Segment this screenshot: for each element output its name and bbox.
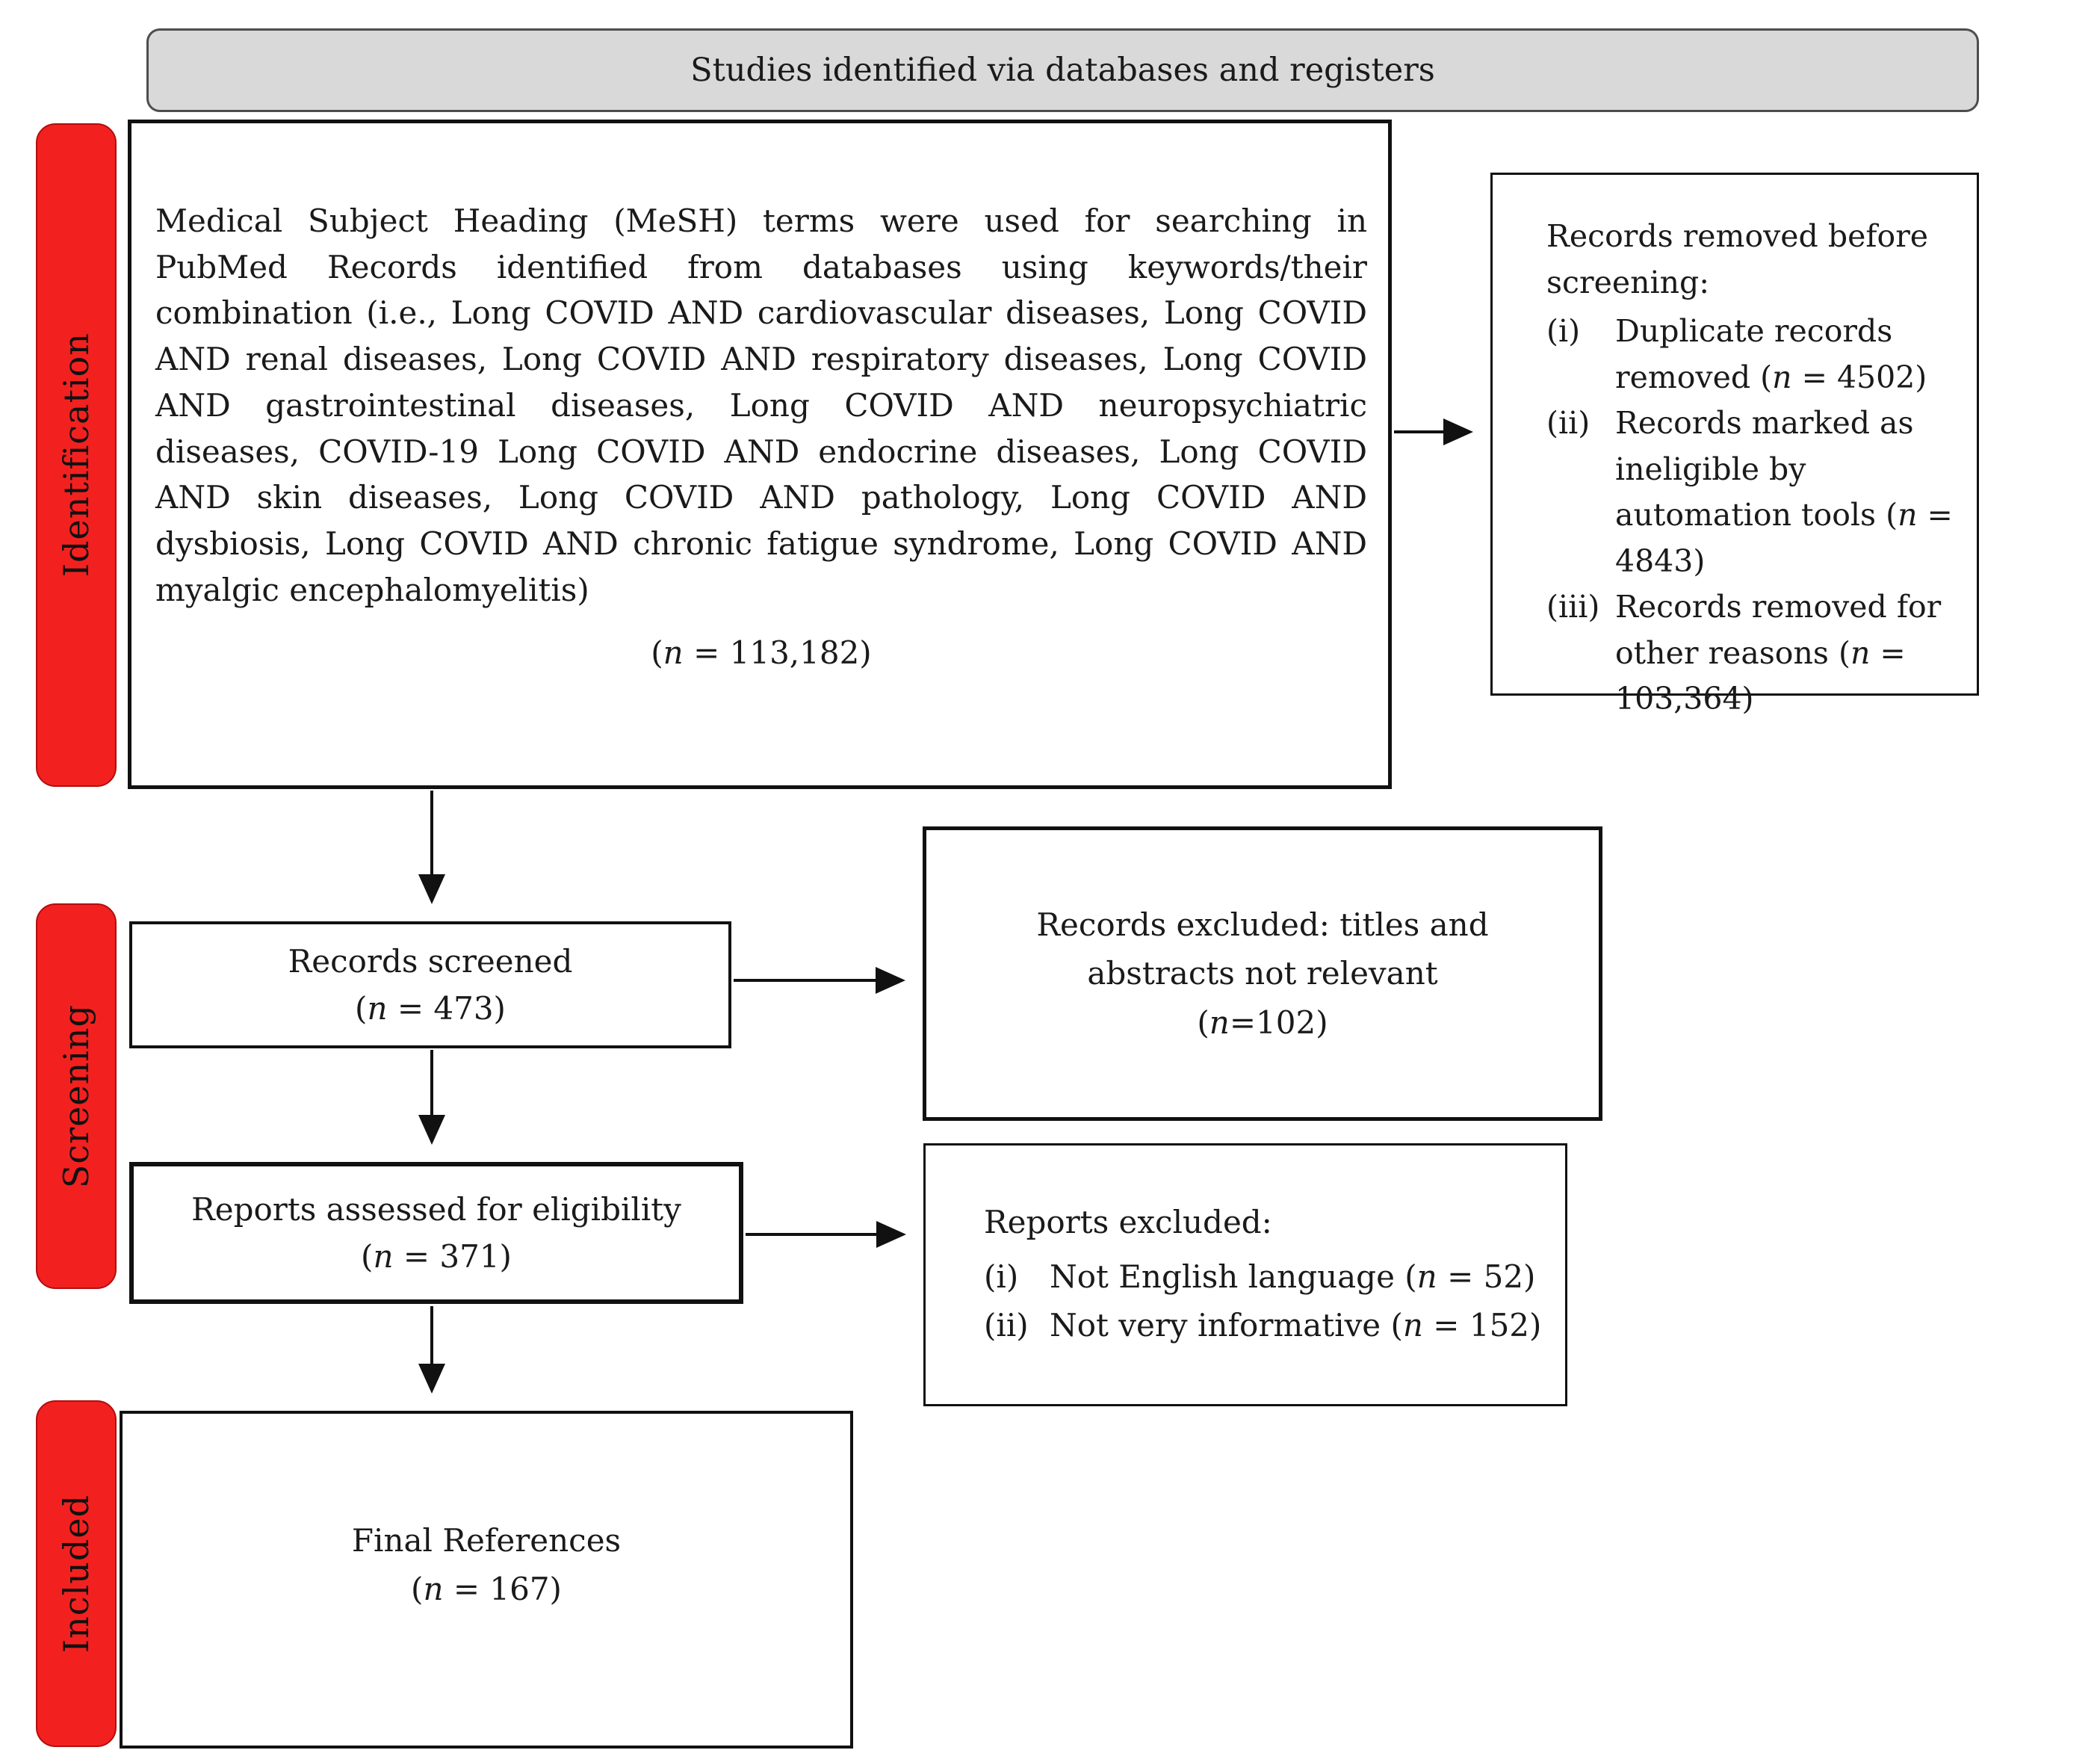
search-strategy-paragraph: Medical Subject Heading (MeSH) terms were used for searching in PubMed Records identified from databases using keywords/their combination (i.e., Long COVID AND cardiovascular diseases, Long COVID AND renal diseases, Long COVID AND respiratory diseases, Long COVID AND gastrointestinal diseases, Long COVID AND neuropsychiatric diseases, COVID-19 Long COVID AND endocrine diseases, Long COVID AND skin diseases, Long COVID AND pathology, Long COVID AND dysbiosis, Long COVID AND chronic fatigue syndrome, Long COVID AND myalgic encephalomyelitis) xyxy=(155,202,1367,608)
box-records-excluded xyxy=(923,826,1602,1121)
stage-identification xyxy=(36,123,117,787)
reports-excluded-heading: Reports excluded: xyxy=(984,1204,1272,1240)
box-records-removed xyxy=(1490,173,1979,717)
stage-included-label: Included xyxy=(56,1494,96,1653)
box-reports-assessed xyxy=(129,1162,743,1304)
records-screened-count: (n = 473) xyxy=(355,990,506,1027)
item-text: Not English language (n = 52) xyxy=(1050,1258,1536,1296)
stage-included xyxy=(36,1400,117,1747)
records-excluded-count: (n=102) xyxy=(1197,1004,1328,1041)
item-marker: (ii) xyxy=(984,1307,1029,1344)
records-removed-item xyxy=(1546,309,1954,401)
final-references-label: Final References xyxy=(351,1521,622,1559)
item-marker: (i) xyxy=(1546,313,1581,349)
records-screened-label: Records screened xyxy=(288,943,573,980)
item-text: Not very informative (n = 152) xyxy=(1050,1307,1542,1344)
banner-studies-identified xyxy=(146,28,1979,112)
records-removed-heading: Records removed before screening: xyxy=(1546,218,1929,300)
item-marker: (i) xyxy=(984,1258,1019,1296)
item-marker: (ii) xyxy=(1546,405,1591,441)
banner-label: Studies identified via databases and registers xyxy=(690,52,1435,89)
item-text: Duplicate records removed (n = 4502) xyxy=(1615,313,1927,395)
stage-identification-label: Identification xyxy=(56,333,96,578)
box-reports-excluded xyxy=(923,1143,1567,1406)
search-strategy-count: (n = 113,182) xyxy=(651,634,872,671)
stage-screening xyxy=(36,903,117,1289)
item-marker: (iii) xyxy=(1546,589,1600,625)
reports-excluded-item xyxy=(984,1252,1546,1301)
box-search-strategy xyxy=(128,120,1392,789)
reports-assessed-label: Reports assessed for eligibility xyxy=(191,1191,681,1228)
item-text: Records marked as ineligible by automation tools (n = 4843) xyxy=(1615,405,1953,579)
records-removed-item xyxy=(1546,584,1954,723)
final-references-count: (n = 167) xyxy=(411,1571,562,1607)
records-excluded-text: Records excluded: titles and abstracts not relevant xyxy=(1036,906,1489,992)
final-references-inner xyxy=(352,1516,621,1613)
reports-excluded-item xyxy=(984,1301,1546,1349)
item-text: Records removed for other reasons (n = 103,364) xyxy=(1615,589,1942,717)
reports-assessed-count: (n = 371) xyxy=(361,1238,512,1275)
box-final-references xyxy=(120,1411,853,1749)
stage-screening-label: Screening xyxy=(56,1004,96,1189)
records-removed-item xyxy=(1546,401,1954,584)
box-records-screened xyxy=(129,921,731,1048)
